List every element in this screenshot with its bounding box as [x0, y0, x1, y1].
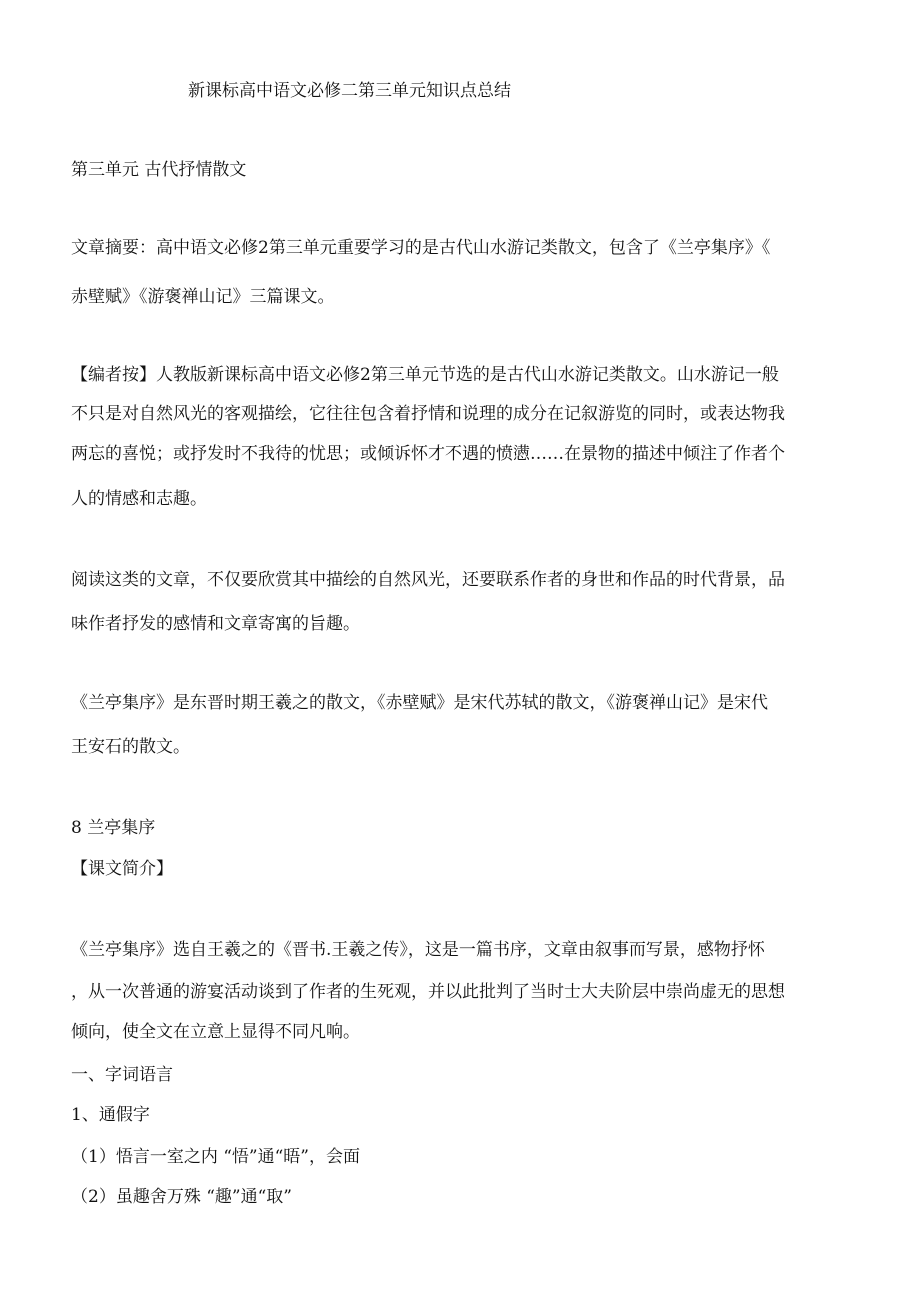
- paragraph-line: 两忘的喜悦；或抒发时不我待的忧思；或倾诉怀才不遇的愤懑……在景物的描述中倾注了作者个: [71, 444, 785, 464]
- paragraph-line: 【编者按】人教版新课标高中语文必修2第三单元节选的是古代山水游记类散文。山水游记一般: [71, 365, 779, 385]
- paragraph-line: 阅读这类的文章，不仅要欣赏其中描绘的自然风光，还要联系作者的身世和作品的时代背景，品: [71, 570, 785, 590]
- paragraph-line: 味作者抒发的感情和文章寄寓的旨趣。: [71, 614, 360, 634]
- intro-heading: 【课文简介】: [71, 859, 173, 879]
- list-item: （1）悟言一室之内 “悟”通“晤”，会面: [71, 1147, 360, 1167]
- paragraph-line: 人的情感和志趣。: [71, 489, 207, 509]
- lesson-heading: 8 兰亭集序: [71, 818, 156, 838]
- document-title: 新课标高中语文必修二第三单元知识点总结: [188, 81, 511, 101]
- paragraph-line: 《兰亭集序》选自王羲之的《晋书.王羲之传》，这是一篇书序，文章由叙事而写景，感物抒怀: [71, 940, 765, 960]
- paragraph-line: 王安石的散文。: [71, 737, 190, 757]
- list-item: （2）虽趣舍万殊 “趣”通“取”: [71, 1187, 292, 1207]
- paragraph-line: 文章摘要：高中语文必修2第三单元重要学习的是古代山水游记类散文，包含了《兰亭集序》《: [71, 238, 771, 258]
- paragraph-line: 赤壁赋》《游褒禅山记》三篇课文。: [71, 287, 335, 307]
- paragraph-line: ，从一次普通的游宴活动谈到了作者的生死观，并以此批判了当时士大夫阶层中崇尚虚无的思想: [71, 982, 785, 1002]
- unit-heading: 第三单元 古代抒情散文: [71, 160, 247, 180]
- paragraph-line: 《兰亭集序》是东晋时期王羲之的散文，《赤壁赋》是宋代苏轼的散文，《游褒禅山记》是宋代: [71, 693, 768, 713]
- subsection-heading: 1、通假字: [71, 1105, 150, 1125]
- paragraph-line: 倾向，使全文在立意上显得不同凡响。: [71, 1022, 360, 1042]
- section-heading: 一、字词语言: [71, 1065, 173, 1085]
- paragraph-line: 不只是对自然风光的客观描绘，它往往包含着抒情和说理的成分在记叙游览的同时，或表达物我: [71, 404, 785, 424]
